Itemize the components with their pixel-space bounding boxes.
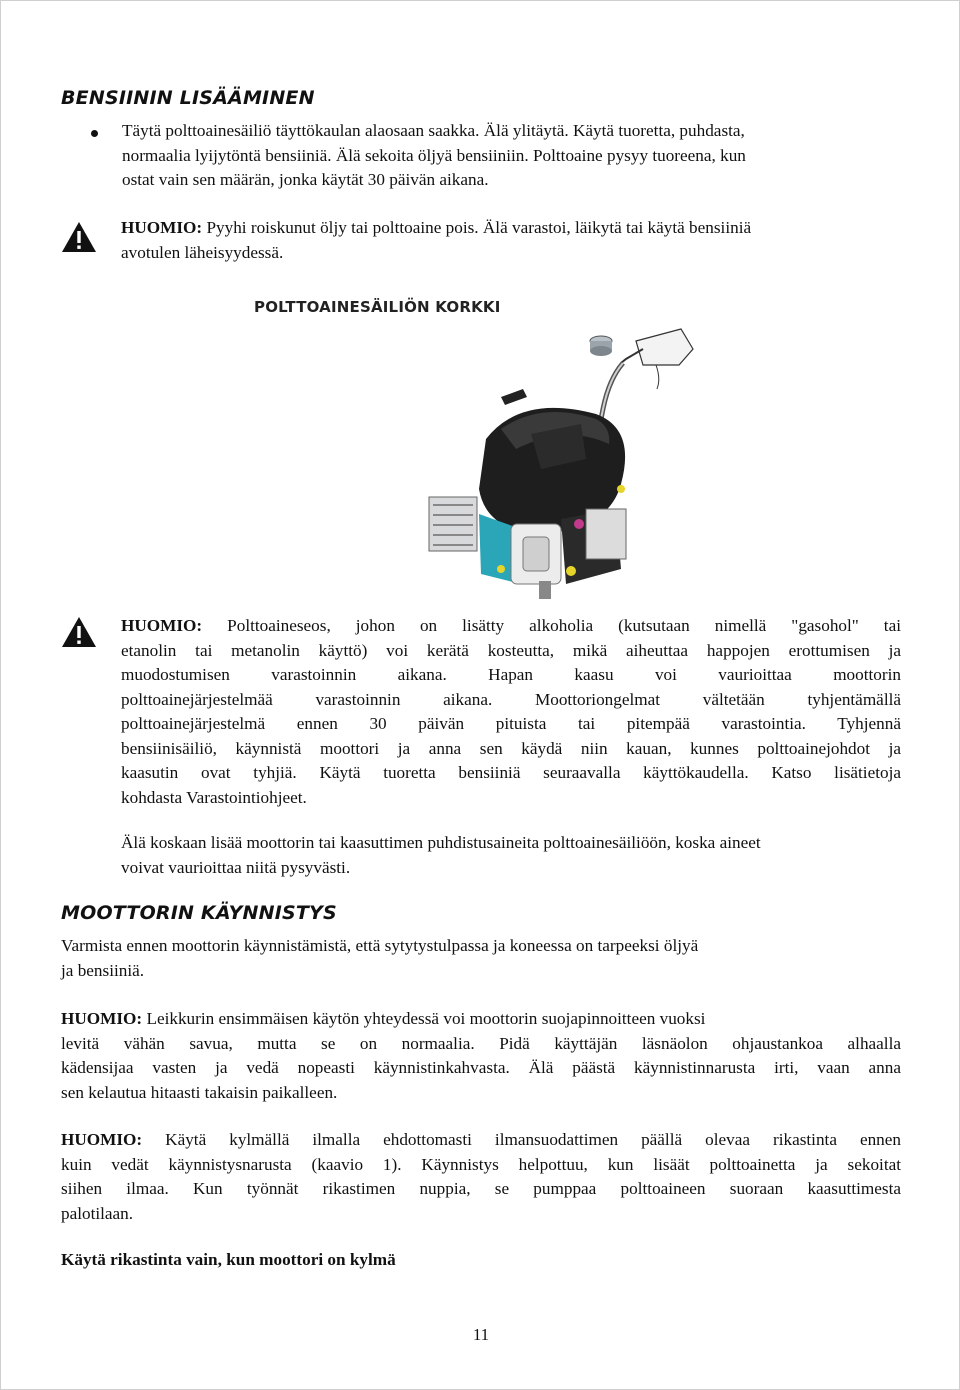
start-intro [61,934,901,983]
intro-line: ja bensiiniä. [61,960,145,980]
bullet-dot [91,130,98,137]
warning-text: polttoainejärjestelmä ennen 30 päivän pituista tai pitempää varastointia. Tyhjennä [121,714,901,733]
bullet-line: normaalia lyijytöntä bensiiniä. Älä sekoita öljyä bensiiniin. Polttoaine pysyy tuoreena, kun [122,145,746,165]
note-text: kuin vedät käynnistysnarusta (kaavio 1). Käynnistys helpottuu, kun lisäät polttoainetta ja sekoitat [61,1154,901,1174]
bullet-line: Täytä polttoainesäiliö täyttökaulan alaosaan saakka. Älä ylitäytä. Käytä tuoretta, puhdasta, [122,121,745,140]
note-text: kädensijaa vasten ja vedä nopeasti käynnistinkahvasta. Älä päästä käynnistinnarusta irti, vaan anna [61,1058,901,1077]
note-label: HUOMIO: [61,1009,143,1028]
warning-text: Älä koskaan lisää moottorin tai kaasuttimen puhdistusaineita polttoainesäiliöön, koska aineet [121,833,761,852]
warning-text: etanolin tai metanolin käyttö) voi kerätä kosteutta, mikä aiheuttaa happojen erottumisen ja [121,640,901,660]
warning-text: voivat vaurioittaa niitä pysyvästi. [121,857,351,877]
warning-2 [121,614,901,810]
page-number: 11 [472,1325,490,1344]
engine-figure [381,319,701,605]
note-2 [61,1128,901,1226]
note-text: siihen ilmaa. Kun työnnät rikastimen nuppia, se pumppaa polttoaineen suoraan kaasuttimesta [61,1179,901,1198]
warning-label: HUOMIO: [121,616,203,635]
note-1 [61,1007,901,1105]
note-text: levitä vähän savua, mutta se on normaalia. Pidä käyttäjän läsnäolon ohjaustankoa alhaalla [61,1033,901,1053]
warning-triangle-icon [61,221,97,253]
warning-text: muodostumisen varastoinnin aikana. Hapan kaasu voi vaurioittaa moottorin [121,665,901,684]
warning-text: avotulen läheisyydessä. [121,242,284,262]
warning-text: Polttoaineseos, johon on lisätty alkoholia (kutsutaan nimellä "gasohol" tai [202,616,901,635]
note-text: palotilaan. [61,1203,134,1223]
choke-instruction: Käytä rikastinta vain, kun moottori on kylmä [61,1250,396,1269]
section-heading-fuel: BENSIININ LISÄÄMINEN [61,87,315,109]
warning-text: polttoainejärjestelmää varastoinnin aikana. Moottoriongelmat vältetään tyhjentämällä [121,689,901,709]
warning-text: kaasutin ovat tyhjiä. Käytä tuoretta bensiiniä seuraavalla käyttökaudella. Katso lisätietoja [121,763,901,782]
fuel-bullet-text [122,119,902,193]
figure-caption: POLTTOAINESÄILIÖN KORKKI [254,298,501,316]
bullet-line: ostat vain sen määrän, jonka käytät 30 päivän aikana. [122,170,489,189]
cleaner-warning [121,831,901,880]
warning-triangle-icon [61,616,97,648]
warning-text: Pyyhi roiskunut öljy tai polttoaine pois. Älä varastoi, läikytä tai käytä bensiiniä [202,218,752,237]
note-text: Leikkurin ensimmäisen käytön yhteydessä voi moottorin suojapinnoitteen vuoksi [142,1009,706,1028]
note-text: sen kelautua hitaasti takaisin paikalleen. [61,1082,338,1102]
warning-text: bensiinisäiliö, käynnistä moottori ja anna sen käydä niin kauan, kunnes polttoainejohdot ja [121,738,901,758]
note-text: Käytä kylmällä ilmalla ehdottomasti ilmansuodattimen päällä olevaa rikastinta ennen [142,1130,901,1149]
intro-line: Varmista ennen moottorin käynnistämistä, että sytytystulpassa ja koneessa on tarpeeksi öljyä [61,936,699,955]
warning-1 [121,216,901,265]
note-label: HUOMIO: [61,1130,143,1149]
section-heading-start: MOOTTORIN KÄYNNISTYS [61,902,337,924]
warning-label: HUOMIO: [121,218,203,237]
warning-text: kohdasta Varastointiohjeet. [121,787,307,807]
